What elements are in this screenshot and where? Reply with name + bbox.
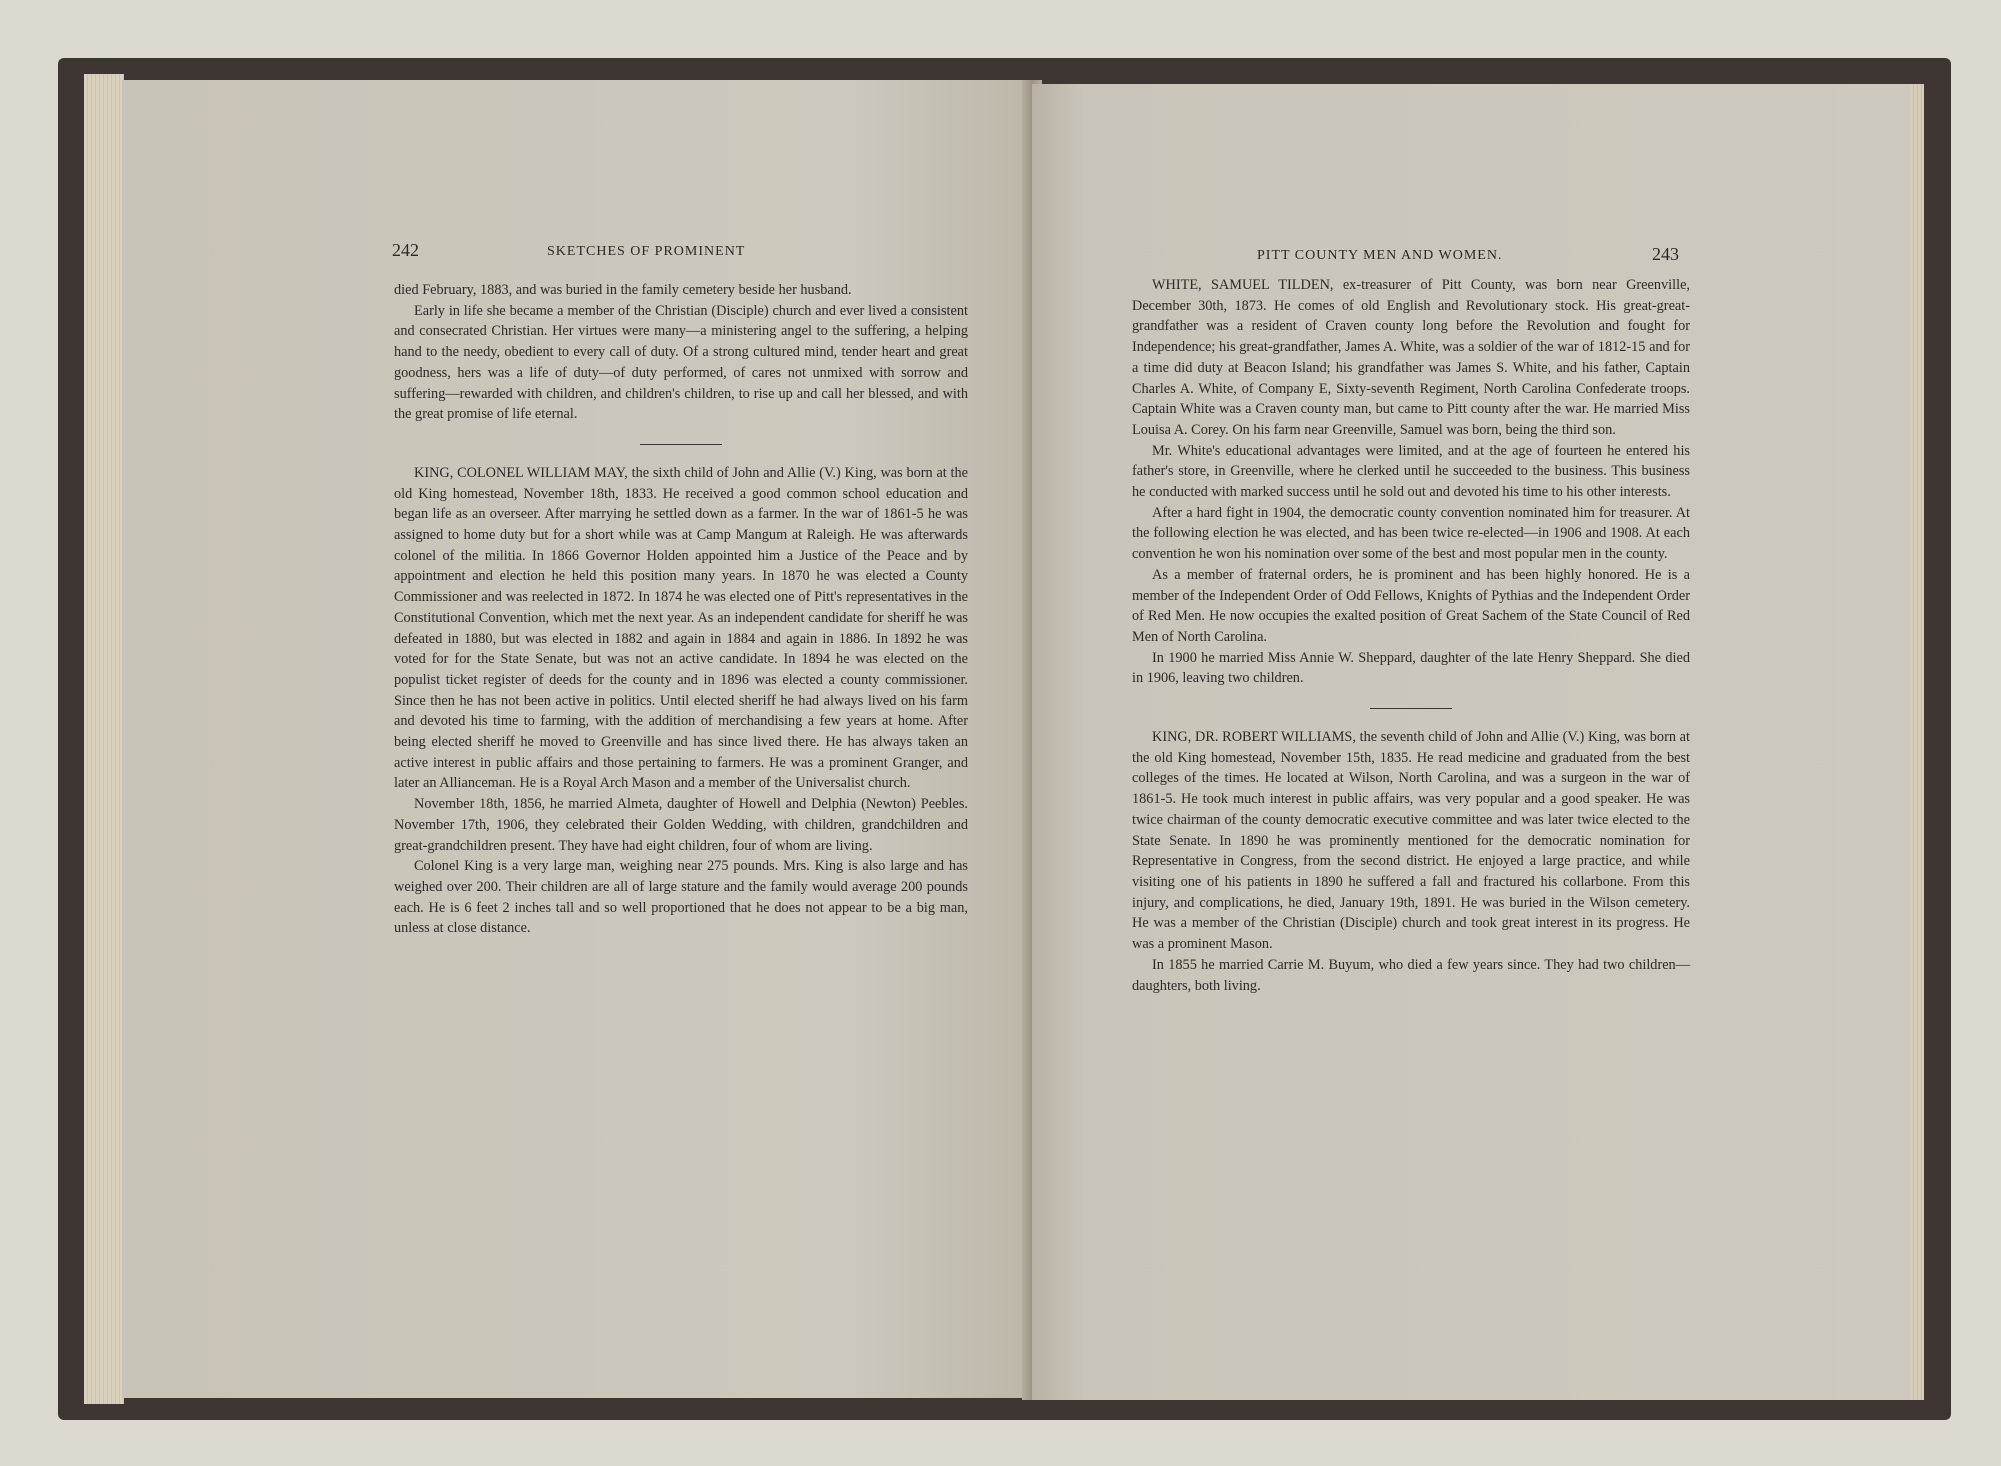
paragraph: In 1900 he married Miss Annie W. Sheppard, daughter of the late Henry Sheppard. She died in 1906, leaving two children. bbox=[1132, 649, 1690, 687]
paragraph: Mr. White's educational advantages were limited, and at the age of fourteen he entered his father's store, in Greenville, where he clerked until he succeeded to the business. This business he conducted with marked success until he sold out and devoted his time to his other interests. bbox=[1132, 442, 1690, 501]
paragraph: WHITE, SAMUEL TILDEN, ex-treasurer of Pitt County, was born near Greenville, December 30th, 1873. He comes of old English and Revolutionary stock. His great-great-grandfather was a resident of Craven county long before the Revolution and fought for Independence; his great-grandfather, James A. White, was a soldier of the war of 1812-15 and for a time did duty at Beacon Island; his grandfather was James S. White, and his father, Captain Charles A. White, of Company E, Sixty-seventh Regiment, North Carolina Confederate troops. Captain White was a Craven county man, but came to Pitt county after the war. He married Miss Louisa A. Corey. On his farm near Greenville, Samuel was born, being the third son. bbox=[1132, 277, 1690, 438]
left-page-text bbox=[394, 280, 968, 939]
paragraph: In 1855 he married Carrie M. Buyum, who died a few years since. They had two children—daughters, both living. bbox=[1132, 956, 1690, 994]
section-divider bbox=[640, 444, 722, 445]
right-page bbox=[1032, 84, 1910, 1400]
section-divider bbox=[1370, 708, 1452, 709]
paragraph: Colonel King is a very large man, weighing near 275 pounds. Mrs. King is also large and has weighed over 200. Their children are all of large stature and the family would average 200 pounds each. He is 6 feet 2 inches tall and so well proportioned that he does not appear to be a big man, unless at close distance. bbox=[394, 858, 968, 937]
paragraph: died February, 1883, and was buried in the family cemetery beside her husband. bbox=[394, 282, 852, 298]
paragraph: After a hard fight in 1904, the democratic county convention nominated him for treasurer. At the following election he was elected, and has been twice re-elected—in 1906 and 1908. At each convention he won his nomination over some of the best and most popular men in the county. bbox=[1132, 504, 1690, 563]
page-number-right: 243 bbox=[1652, 244, 1679, 264]
paragraph: Early in life she became a member of the Christian (Disciple) church and ever lived a consistent and consecrated Christian. Her virtues were many—a ministering angel to the suffering, a helping hand to the needy, obedient to every call of duty. Of a strong cultured mind, tender heart and great goodness, hers was a life of duty—of duty performed, of cares not unmixed with sorrow and suffering—rewarded with children, and children's children, to rise up and call her blessed, and with the great promise of life eternal. bbox=[394, 302, 968, 423]
paragraph: As a member of fraternal orders, he is prominent and has been highly honored. He is a member of the Independent Order of Odd Fellows, Knights of Pythias and the Independent Order of Red Men. He now occupies the exalted position of Great Sachem of the State Council of Red Men of North Carolina. bbox=[1132, 566, 1690, 645]
right-page-text bbox=[1132, 275, 1690, 996]
paragraph: KING, DR. ROBERT WILLIAMS, the seventh child of John and Allie (V.) King, was born at the old King homestead, November 15th, 1835. He read medicine and graduated from the best colleges of the times. He located at Wilson, North Carolina, and was a surgeon in the war of 1861-5. He took much interest in public affairs, was very popular and a good speaker. He was twice chairman of the county democratic executive committee and was later twice elected to the State Senate. In 1890 he was prominently mentioned for the democratic nomination for Representative in Congress, from the second district. He enjoyed a large practice, and while visiting one of his patients in 1890 he suffered a fall and fractured his collarbone. From this injury, and complications, he died, January 19th, 1891. He was buried in the Wilson cemetery. He was a member of the Christian (Disciple) church and took great interest in its progress. He was a prominent Mason. bbox=[1132, 729, 1690, 953]
running-head-right: PITT COUNTY MEN AND WOMEN. bbox=[1257, 248, 1503, 263]
left-page bbox=[122, 80, 1032, 1398]
paragraph: November 18th, 1856, he married Almeta, daughter of Howell and Delphia (Newton) Peebles. November 17th, 1906, they celebrated their Golden Wedding, with children, grandchildren and great-grandchildren present. They have had eight children, four of whom are living. bbox=[394, 796, 968, 854]
page-number-left: 242 bbox=[392, 240, 419, 260]
paragraph: KING, COLONEL WILLIAM MAY, the sixth child of John and Allie (V.) King, was born at the old King homestead, November 18th, 1833. He received a good common school education and began life as an overseer. After marrying he settled down as a farmer. In the war of 1861-5 he was assigned to home duty but for a short while was at Camp Mangum at Raleigh. He was afterwards colonel of the militia. In 1866 Governor Holden appointed him a Justice of the Peace and by appointment and election he held this position many years. In 1870 he was elected a County Commissioner and was reelected in 1872. In 1874 he was elected one of Pitt's representatives in the Constitutional Convention, which met the next year. As an independent candidate for sheriff he was defeated in 1880, but was elected in 1882 and again in 1884 and again in 1886. In 1892 he was voted for for the State Senate, but was not an active candidate. In 1894 he was elected on the populist ticket register of deeds for the county and in 1896 was elected a county commissioner. Since then he has not been active in politics. Until elected sheriff he had always lived on his farm and devoted his time to farming, with the addition of merchandising a few years at home. After being elected sheriff he moved to Greenville and has since lived there. He has always taken an active interest in public affairs and those pertaining to farmers. He was a prominent Granger, and later an Allianceman. He is a Royal Arch Mason and a member of the Universalist church. bbox=[394, 464, 968, 792]
running-head-left: SKETCHES OF PROMINENT bbox=[547, 244, 746, 259]
page-edges-left bbox=[84, 74, 124, 1404]
